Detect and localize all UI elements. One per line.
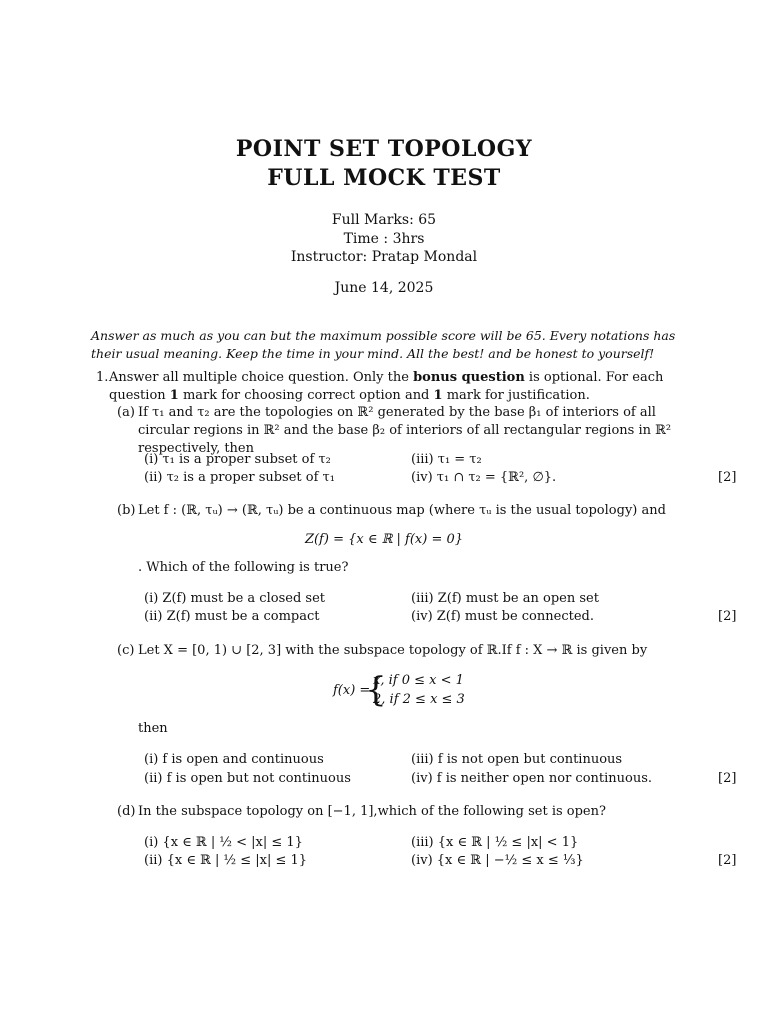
piecewise-fx: f(x) = <box>333 683 371 698</box>
option-d-ii: (ii) {x ∈ ℝ | ½ ≤ |x| ≤ 1} <box>144 853 308 868</box>
option-a-iv: (iv) τ₁ ∩ τ₂ = {ℝ², ∅}. <box>411 470 557 485</box>
sub-label: (d) <box>117 804 136 819</box>
brace-glyph: { <box>365 670 387 710</box>
option-c-ii: (ii) f is open but not continuous <box>144 771 351 786</box>
option-a-ii: (ii) τ₂ is a proper subset of τ₁ <box>144 470 335 485</box>
piecewise-case-1: x, if 0 ≤ x < 1 <box>373 673 464 688</box>
question-1d-text: In the subspace topology on [−1, 1],which of the following set is open? <box>138 804 606 819</box>
equation-zf: Z(f) = {x ∈ ℝ | f(x) = 0} <box>304 532 464 547</box>
question-1b-after: . Which of the following is true? <box>138 560 349 575</box>
option-b-iii: (iii) Z(f) must be an open set <box>411 591 599 606</box>
question-1c <box>117 642 707 660</box>
question-1d <box>117 803 707 821</box>
then-text: then <box>138 721 168 736</box>
instructor: Instructor: Pratap Mondal <box>290 249 478 265</box>
sub-label: (c) <box>117 643 135 658</box>
full-marks: Full Marks: 65 <box>331 212 437 228</box>
option-b-iv: (iv) Z(f) must be connected. <box>411 609 594 624</box>
marks-c: [2] <box>718 771 737 786</box>
instructions: Answer as much as you can but the maximum possible score will be 65. Every notations has their usual meaning. Keep the time in your mind. All the best! and be honest to yourself! <box>91 328 676 361</box>
question-1c-text: Let X = [0, 1) ∪ [2, 3] with the subspace topology of ℝ.If f : X → ℝ is given by <box>138 643 648 658</box>
question-1a <box>117 404 707 458</box>
option-b-i: (i) Z(f) must be a closed set <box>144 591 325 606</box>
marks-a: [2] <box>718 470 737 485</box>
question-1b <box>117 502 707 520</box>
marks-b: [2] <box>718 609 737 624</box>
title-line-1: POINT SET TOPOLOGY <box>235 136 533 162</box>
time: Time : 3hrs <box>343 231 425 247</box>
option-d-iii: (iii) {x ∈ ℝ | ½ ≤ |x| < 1} <box>411 835 579 850</box>
title-line-2: FULL MOCK TEST <box>267 165 501 191</box>
option-d-iv: (iv) {x ∈ ℝ | −½ ≤ x ≤ ⅓} <box>411 853 584 868</box>
option-d-i: (i) {x ∈ ℝ | ½ < |x| ≤ 1} <box>144 835 303 850</box>
question-number: 1. <box>96 370 109 385</box>
option-c-i: (i) f is open and continuous <box>144 752 324 767</box>
question-1b-text: Let f : (ℝ, τᵤ) → (ℝ, τᵤ) be a continuous map (where τᵤ is the usual topology) and <box>138 503 666 518</box>
option-a-i: (i) τ₁ is a proper subset of τ₂ <box>144 452 331 467</box>
option-c-iv: (iv) f is neither open nor continuous. <box>411 771 653 786</box>
question-1-text: Answer all multiple choice question. Only the bonus question is optional. For each question 1 mark for choosing correct option and 1 mark for justification. <box>109 370 664 403</box>
marks-d: [2] <box>718 853 737 868</box>
sub-label: (a) <box>117 405 135 420</box>
question-1a-text: If τ₁ and τ₂ are the topologies on ℝ² generated by the base β₁ of interiors of all circular regions in ℝ² and the base β₂ of interiors of all rectangular regions in ℝ² respectively, then <box>138 405 672 456</box>
piecewise-case-2: 2, if 2 ≤ x ≤ 3 <box>373 692 465 707</box>
question-1-intro <box>96 369 696 405</box>
option-b-ii: (ii) Z(f) must be a compact <box>144 609 320 624</box>
date: June 14, 2025 <box>334 280 434 296</box>
sub-label: (b) <box>117 503 136 518</box>
option-c-iii: (iii) f is not open but continuous <box>411 752 623 767</box>
option-a-iii: (iii) τ₁ = τ₂ <box>411 452 482 467</box>
